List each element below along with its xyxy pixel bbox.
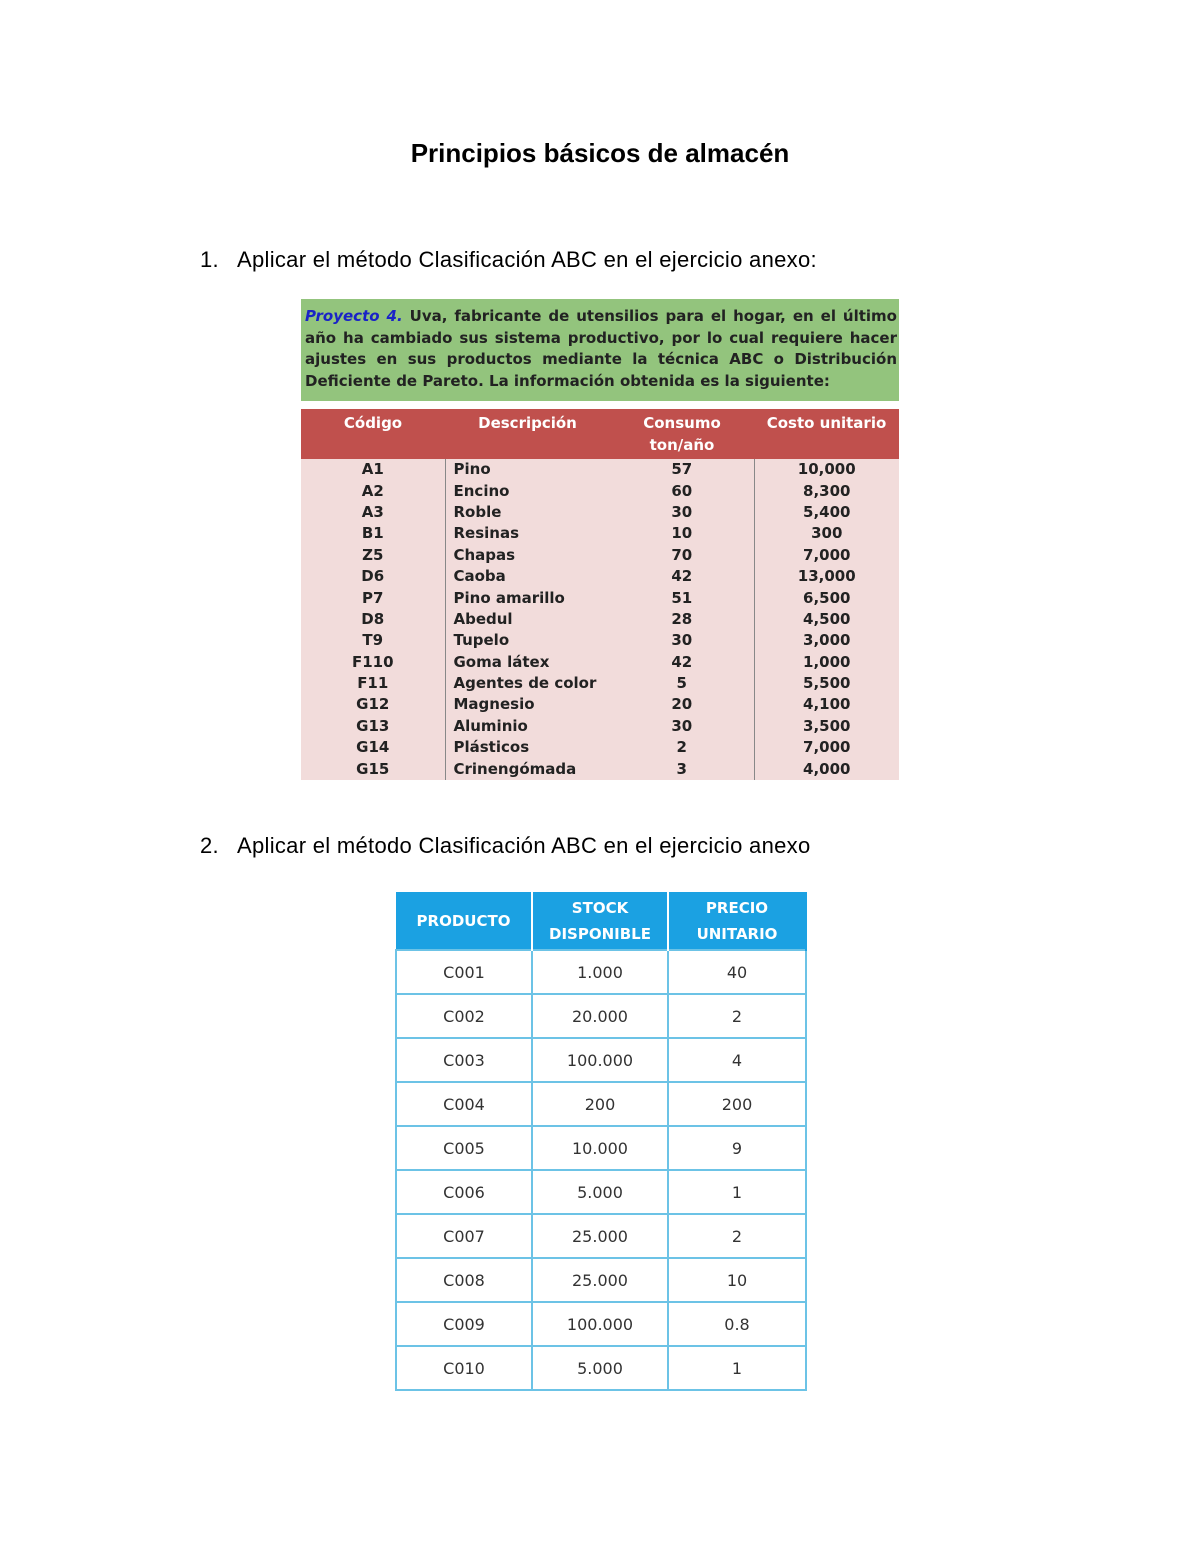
- cell-costo: 4,500: [754, 609, 899, 630]
- cell-stock: 200: [532, 1082, 668, 1126]
- cell-descripcion: Caoba: [445, 566, 610, 587]
- cell-producto: C009: [396, 1302, 532, 1346]
- table-row: [301, 459, 899, 480]
- cell-descripcion: Magnesio: [445, 694, 610, 715]
- cell-stock: 100.000: [532, 1302, 668, 1346]
- table-row: [301, 502, 899, 523]
- cell-codigo: B1: [301, 523, 445, 544]
- table-row: [301, 716, 899, 737]
- cell-codigo: G13: [301, 716, 445, 737]
- cell-descripcion: Agentes de color: [445, 673, 610, 694]
- cell-codigo: F11: [301, 673, 445, 694]
- cell-stock: 5.000: [532, 1170, 668, 1214]
- cell-codigo: G15: [301, 758, 445, 779]
- cell-consumo: 51: [610, 587, 754, 608]
- instruction-text: Aplicar el método Clasificación ABC en el ejercicio anexo: [237, 833, 811, 858]
- cell-stock: 100.000: [532, 1038, 668, 1082]
- cell-costo: 8,300: [754, 480, 899, 501]
- table-row: [301, 480, 899, 501]
- instruction-1: [200, 247, 817, 273]
- table-row: [396, 1126, 806, 1170]
- cell-costo: 7,000: [754, 737, 899, 758]
- cell-descripcion: Roble: [445, 502, 610, 523]
- instruction-text: Aplicar el método Clasificación ABC en el ejercicio anexo:: [237, 247, 817, 272]
- cell-codigo: A3: [301, 502, 445, 523]
- cell-precio: 200: [668, 1082, 806, 1126]
- cell-descripcion: Pino amarillo: [445, 587, 610, 608]
- cell-stock: 25.000: [532, 1258, 668, 1302]
- cell-precio: 2: [668, 1214, 806, 1258]
- project-table-box: [301, 299, 899, 779]
- header-line: UNITARIO: [696, 924, 778, 943]
- instruction-2: [200, 833, 811, 859]
- cell-consumo: 57: [610, 459, 754, 480]
- cell-precio: 2: [668, 994, 806, 1038]
- table-row: [301, 545, 899, 566]
- header-codigo: Código: [301, 409, 445, 459]
- divider: [301, 401, 899, 409]
- project-intro-text: Uva, fabricante de utensilios para el hogar, en el último año ha cambiado sus sistema productivo, por lo cual requiere hacer ajustes en sus productos mediante la técnica ABC o Distribución Deficiente de Pareto. La información obtenida es la siguiente:: [305, 307, 897, 390]
- cell-stock: 5.000: [532, 1346, 668, 1390]
- cell-stock: 20.000: [532, 994, 668, 1038]
- header-precio: [668, 892, 806, 950]
- cell-consumo: 20: [610, 694, 754, 715]
- cell-precio: 0.8: [668, 1302, 806, 1346]
- header-line: PRECIO: [705, 898, 769, 917]
- cell-consumo: 30: [610, 716, 754, 737]
- cell-costo: 300: [754, 523, 899, 544]
- cell-codigo: A2: [301, 480, 445, 501]
- header-descripcion: Descripción: [445, 409, 610, 459]
- table-row: [396, 1170, 806, 1214]
- cell-producto: C002: [396, 994, 532, 1038]
- cell-costo: 3,000: [754, 630, 899, 651]
- cell-codigo: P7: [301, 587, 445, 608]
- table-row: [396, 1258, 806, 1302]
- header-line: STOCK: [571, 898, 629, 917]
- cell-codigo: D6: [301, 566, 445, 587]
- header-stock: [532, 892, 668, 950]
- cell-costo: 7,000: [754, 545, 899, 566]
- cell-descripcion: Abedul: [445, 609, 610, 630]
- project-intro: [301, 299, 899, 401]
- consumption-table: [301, 409, 899, 780]
- cell-producto: C010: [396, 1346, 532, 1390]
- table-row: [301, 630, 899, 651]
- cell-descripcion: Crinengómada: [445, 758, 610, 779]
- page-title: Principios básicos de almacén: [410, 138, 790, 168]
- cell-precio: 1: [668, 1346, 806, 1390]
- cell-consumo: 30: [610, 502, 754, 523]
- header-line: DISPONIBLE: [549, 924, 651, 943]
- header-costo: Costo unitario: [754, 409, 899, 459]
- cell-stock: 25.000: [532, 1214, 668, 1258]
- table-row: [301, 652, 899, 673]
- cell-costo: 4,000: [754, 758, 899, 779]
- cell-codigo: D8: [301, 609, 445, 630]
- cell-consumo: 10: [610, 523, 754, 544]
- header-consumo: Consumo ton/año: [610, 409, 754, 459]
- table-row: [301, 587, 899, 608]
- table-row: [301, 758, 899, 779]
- cell-costo: 4,100: [754, 694, 899, 715]
- cell-producto: C001: [396, 950, 532, 994]
- table-row: [396, 1038, 806, 1082]
- cell-producto: C004: [396, 1082, 532, 1126]
- instruction-number: 1.: [200, 247, 219, 272]
- cell-consumo: 42: [610, 652, 754, 673]
- cell-costo: 3,500: [754, 716, 899, 737]
- header-line: PRODUCTO: [416, 911, 511, 930]
- cell-precio: 40: [668, 950, 806, 994]
- cell-precio: 1: [668, 1170, 806, 1214]
- cell-stock: 10.000: [532, 1126, 668, 1170]
- cell-descripcion: Plásticos: [445, 737, 610, 758]
- cell-consumo: 70: [610, 545, 754, 566]
- cell-consumo: 5: [610, 673, 754, 694]
- cell-consumo: 2: [610, 737, 754, 758]
- cell-consumo: 30: [610, 630, 754, 651]
- header-producto: [396, 892, 532, 950]
- cell-precio: 4: [668, 1038, 806, 1082]
- project-label: Proyecto 4.: [305, 307, 403, 325]
- table-row: [301, 523, 899, 544]
- cell-precio: 9: [668, 1126, 806, 1170]
- table-row: [396, 1302, 806, 1346]
- cell-precio: 10: [668, 1258, 806, 1302]
- cell-producto: C008: [396, 1258, 532, 1302]
- cell-codigo: T9: [301, 630, 445, 651]
- cell-consumo: 3: [610, 758, 754, 779]
- table-row: [396, 1214, 806, 1258]
- cell-descripcion: Encino: [445, 480, 610, 501]
- table-row: [301, 609, 899, 630]
- cell-producto: C006: [396, 1170, 532, 1214]
- cell-costo: 10,000: [754, 459, 899, 480]
- table-row: [396, 1082, 806, 1126]
- instruction-number: 2.: [200, 833, 219, 858]
- cell-descripcion: Resinas: [445, 523, 610, 544]
- cell-costo: 13,000: [754, 566, 899, 587]
- table-row: [301, 566, 899, 587]
- cell-stock: 1.000: [532, 950, 668, 994]
- table-row: [301, 673, 899, 694]
- cell-descripcion: Chapas: [445, 545, 610, 566]
- cell-costo: 1,000: [754, 652, 899, 673]
- table-row: [396, 994, 806, 1038]
- table-row: [301, 694, 899, 715]
- cell-codigo: A1: [301, 459, 445, 480]
- cell-producto: C003: [396, 1038, 532, 1082]
- cell-codigo: Z5: [301, 545, 445, 566]
- cell-codigo: F110: [301, 652, 445, 673]
- stock-table: [395, 892, 807, 1391]
- cell-descripcion: Goma látex: [445, 652, 610, 673]
- table-row: [396, 950, 806, 994]
- cell-codigo: G12: [301, 694, 445, 715]
- cell-costo: 5,500: [754, 673, 899, 694]
- cell-codigo: G14: [301, 737, 445, 758]
- cell-consumo: 42: [610, 566, 754, 587]
- table-row: [396, 1346, 806, 1390]
- cell-descripcion: Pino: [445, 459, 610, 480]
- cell-producto: C005: [396, 1126, 532, 1170]
- cell-producto: C007: [396, 1214, 532, 1258]
- cell-descripcion: Aluminio: [445, 716, 610, 737]
- table-row: [301, 737, 899, 758]
- cell-consumo: 60: [610, 480, 754, 501]
- cell-costo: 6,500: [754, 587, 899, 608]
- cell-descripcion: Tupelo: [445, 630, 610, 651]
- cell-costo: 5,400: [754, 502, 899, 523]
- cell-consumo: 28: [610, 609, 754, 630]
